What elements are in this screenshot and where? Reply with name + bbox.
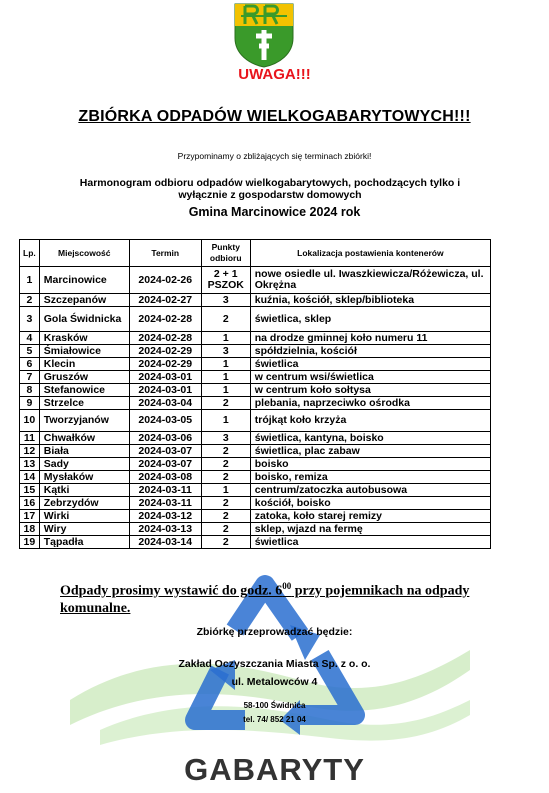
cell-place: Chwałków [39, 432, 129, 445]
table-row [20, 458, 491, 471]
table-row [20, 371, 491, 384]
cell-date: 2024-02-27 [129, 294, 201, 307]
table-row [20, 358, 491, 371]
cell-points: 3 [201, 432, 250, 445]
cell-points: 2 + 1 PSZOK [201, 267, 250, 294]
table-row [20, 410, 491, 432]
cell-date: 2024-02-29 [129, 358, 201, 371]
intro-line-2: wyłącznie z gospodarstw domowych [178, 189, 362, 201]
cell-place: Stefanowice [39, 384, 129, 397]
cell-lp: 19 [20, 536, 40, 549]
cell-location: sklep, wjazd na fermę [250, 523, 490, 536]
cell-location: nowe osiedle ul. Iwaszkiewicza/Różewicza, ul. Okrężna [250, 267, 490, 294]
table-row [20, 536, 491, 549]
brand-logo-text: GABARYTY [184, 752, 365, 787]
cell-place: Gruszów [39, 371, 129, 384]
cell-date: 2024-03-08 [129, 471, 201, 484]
cell-location: świetlica, kantyna, boisko [250, 432, 490, 445]
cell-date: 2024-03-05 [129, 410, 201, 432]
points-header-line-2: odbioru [209, 253, 242, 263]
cell-points: 2 [201, 523, 250, 536]
cell-date: 2024-02-26 [129, 267, 201, 294]
table-row [20, 397, 491, 410]
cell-date: 2024-03-12 [129, 510, 201, 523]
cell-place: Wirki [39, 510, 129, 523]
points-header-line-1: Punkty [211, 242, 240, 252]
gmina-heading: Gmina Marcinowice 2024 rok [188, 205, 361, 219]
cell-points: 2 [201, 445, 250, 458]
cell-place: Sady [39, 458, 129, 471]
schedule-table [19, 239, 491, 549]
cell-points: 1 [201, 410, 250, 432]
cell-lp: 13 [20, 458, 40, 471]
cell-lp: 16 [20, 497, 40, 510]
cell-date: 2024-03-11 [129, 484, 201, 497]
cell-location: boisko [250, 458, 490, 471]
col-header-date: Termin [129, 240, 201, 267]
cell-date: 2024-03-11 [129, 497, 201, 510]
cell-location: świetlica [250, 536, 490, 549]
cell-location: spółdzielnia, kościół [250, 345, 490, 358]
cell-place: Mysłaków [39, 471, 129, 484]
cell-place: Kątki [39, 484, 129, 497]
collection-notice [60, 578, 500, 617]
cell-location: plebania, naprzeciwko ośrodka [250, 397, 490, 410]
cell-location: świetlica, sklep [250, 307, 490, 332]
cell-lp: 7 [20, 371, 40, 384]
table-row [20, 523, 491, 536]
cell-location: trójkąt koło krzyża [250, 410, 490, 432]
table-row [20, 345, 491, 358]
cell-location: w centrum koło sołtysa [250, 384, 490, 397]
cell-date: 2024-03-01 [129, 384, 201, 397]
cell-lp: 18 [20, 523, 40, 536]
intro-line-1: Harmonogram odbioru odpadów wielkogabarytowych, pochodzących tylko i [79, 177, 461, 189]
cell-location: kuźnia, kościół, sklep/biblioteka [250, 294, 490, 307]
cell-lp: 10 [20, 410, 40, 432]
table-row [20, 471, 491, 484]
table-row [20, 384, 491, 397]
company-street: ul. Metalowców 4 [231, 676, 318, 688]
contact-lead: Zbiórkę przeprowadzać będzie: [196, 626, 353, 638]
table-row [20, 267, 491, 294]
cell-points: 2 [201, 471, 250, 484]
col-header-location: Lokalizacja postawienia kontenerów [250, 240, 490, 267]
table-row [20, 497, 491, 510]
cell-lp: 15 [20, 484, 40, 497]
cell-date: 2024-03-07 [129, 445, 201, 458]
cell-lp: 5 [20, 345, 40, 358]
cell-location: zatoka, koło starej remizy [250, 510, 490, 523]
cell-points: 2 [201, 536, 250, 549]
page-title: ZBIÓRKA ODPADÓW WIELKOGABARYTOWYCH!!! [78, 108, 471, 125]
table-row [20, 510, 491, 523]
cell-place: Szczepanów [39, 294, 129, 307]
cell-place: Marcinowice [39, 267, 129, 294]
cell-points: 2 [201, 458, 250, 471]
col-header-place: Miejscowość [39, 240, 129, 267]
reminder-text: Przypominamy o zbliżających się terminach zbiórki! [177, 151, 372, 161]
table-row [20, 432, 491, 445]
cell-location: świetlica [250, 358, 490, 371]
cell-location: świetlica, plac zabaw [250, 445, 490, 458]
cell-lp: 2 [20, 294, 40, 307]
cell-lp: 4 [20, 332, 40, 345]
cell-place: Klecin [39, 358, 129, 371]
notice-text-after: przy pojemnikach na odpady komunalne. [60, 583, 470, 616]
cell-lp: 6 [20, 358, 40, 371]
cell-date: 2024-03-07 [129, 458, 201, 471]
cell-points: 1 [201, 332, 250, 345]
cell-location: w centrum wsi/świetlica [250, 371, 490, 384]
cell-lp: 3 [20, 307, 40, 332]
col-header-points [201, 240, 250, 267]
cell-points: 1 [201, 371, 250, 384]
coat-of-arms-icon [233, 2, 295, 68]
company-name: Zakład Oczyszczania Miasta Sp. z o. o. [178, 658, 371, 670]
cell-lp: 11 [20, 432, 40, 445]
cell-points: 1 [201, 358, 250, 371]
schedule-intro [30, 177, 510, 201]
cell-lp: 9 [20, 397, 40, 410]
cell-lp: 14 [20, 471, 40, 484]
cell-points: 2 [201, 397, 250, 410]
cell-points: 3 [201, 345, 250, 358]
cell-date: 2024-03-06 [129, 432, 201, 445]
cell-place: Tąpadła [39, 536, 129, 549]
company-postal: 58-100 Świdnica [243, 701, 306, 710]
cell-place: Krasków [39, 332, 129, 345]
cell-date: 2024-03-14 [129, 536, 201, 549]
cell-location: kościół, boisko [250, 497, 490, 510]
cell-points: 2 [201, 510, 250, 523]
cell-points: 2 [201, 497, 250, 510]
cell-date: 2024-02-29 [129, 345, 201, 358]
cell-place: Strzelce [39, 397, 129, 410]
cell-date: 2024-02-28 [129, 332, 201, 345]
cell-points: 3 [201, 294, 250, 307]
cell-place: Zebrzydów [39, 497, 129, 510]
cell-lp: 8 [20, 384, 40, 397]
cell-lp: 17 [20, 510, 40, 523]
cell-place: Biała [39, 445, 129, 458]
cell-place: Wiry [39, 523, 129, 536]
cell-location: centrum/zatoczka autobusowa [250, 484, 490, 497]
cell-points: 1 [201, 384, 250, 397]
table-row [20, 307, 491, 332]
cell-date: 2024-03-13 [129, 523, 201, 536]
cell-place: Śmiałowice [39, 345, 129, 358]
schedule-body [20, 267, 491, 549]
table-row [20, 445, 491, 458]
cell-place: Gola Świdnicka [39, 307, 129, 332]
notice-superscript: 00 [282, 581, 292, 591]
cell-points: 2 [201, 307, 250, 332]
notice-text-before: Odpady prosimy wystawić do godz. 6 [60, 583, 283, 599]
col-header-lp: Lp. [20, 240, 40, 267]
cell-date: 2024-03-01 [129, 371, 201, 384]
table-row [20, 484, 491, 497]
cell-points: 1 [201, 484, 250, 497]
cell-date: 2024-03-04 [129, 397, 201, 410]
table-row [20, 294, 491, 307]
cell-lp: 1 [20, 267, 40, 294]
warning-label: UWAGA!!! [238, 66, 311, 83]
company-phone: tel. 74/ 852 21 04 [243, 715, 306, 724]
table-header-row [20, 240, 491, 267]
table-row [20, 332, 491, 345]
cell-location: boisko, remiza [250, 471, 490, 484]
cell-date: 2024-02-28 [129, 307, 201, 332]
cell-place: Tworzyjanów [39, 410, 129, 432]
cell-location: na drodze gminnej koło numeru 11 [250, 332, 490, 345]
cell-lp: 12 [20, 445, 40, 458]
